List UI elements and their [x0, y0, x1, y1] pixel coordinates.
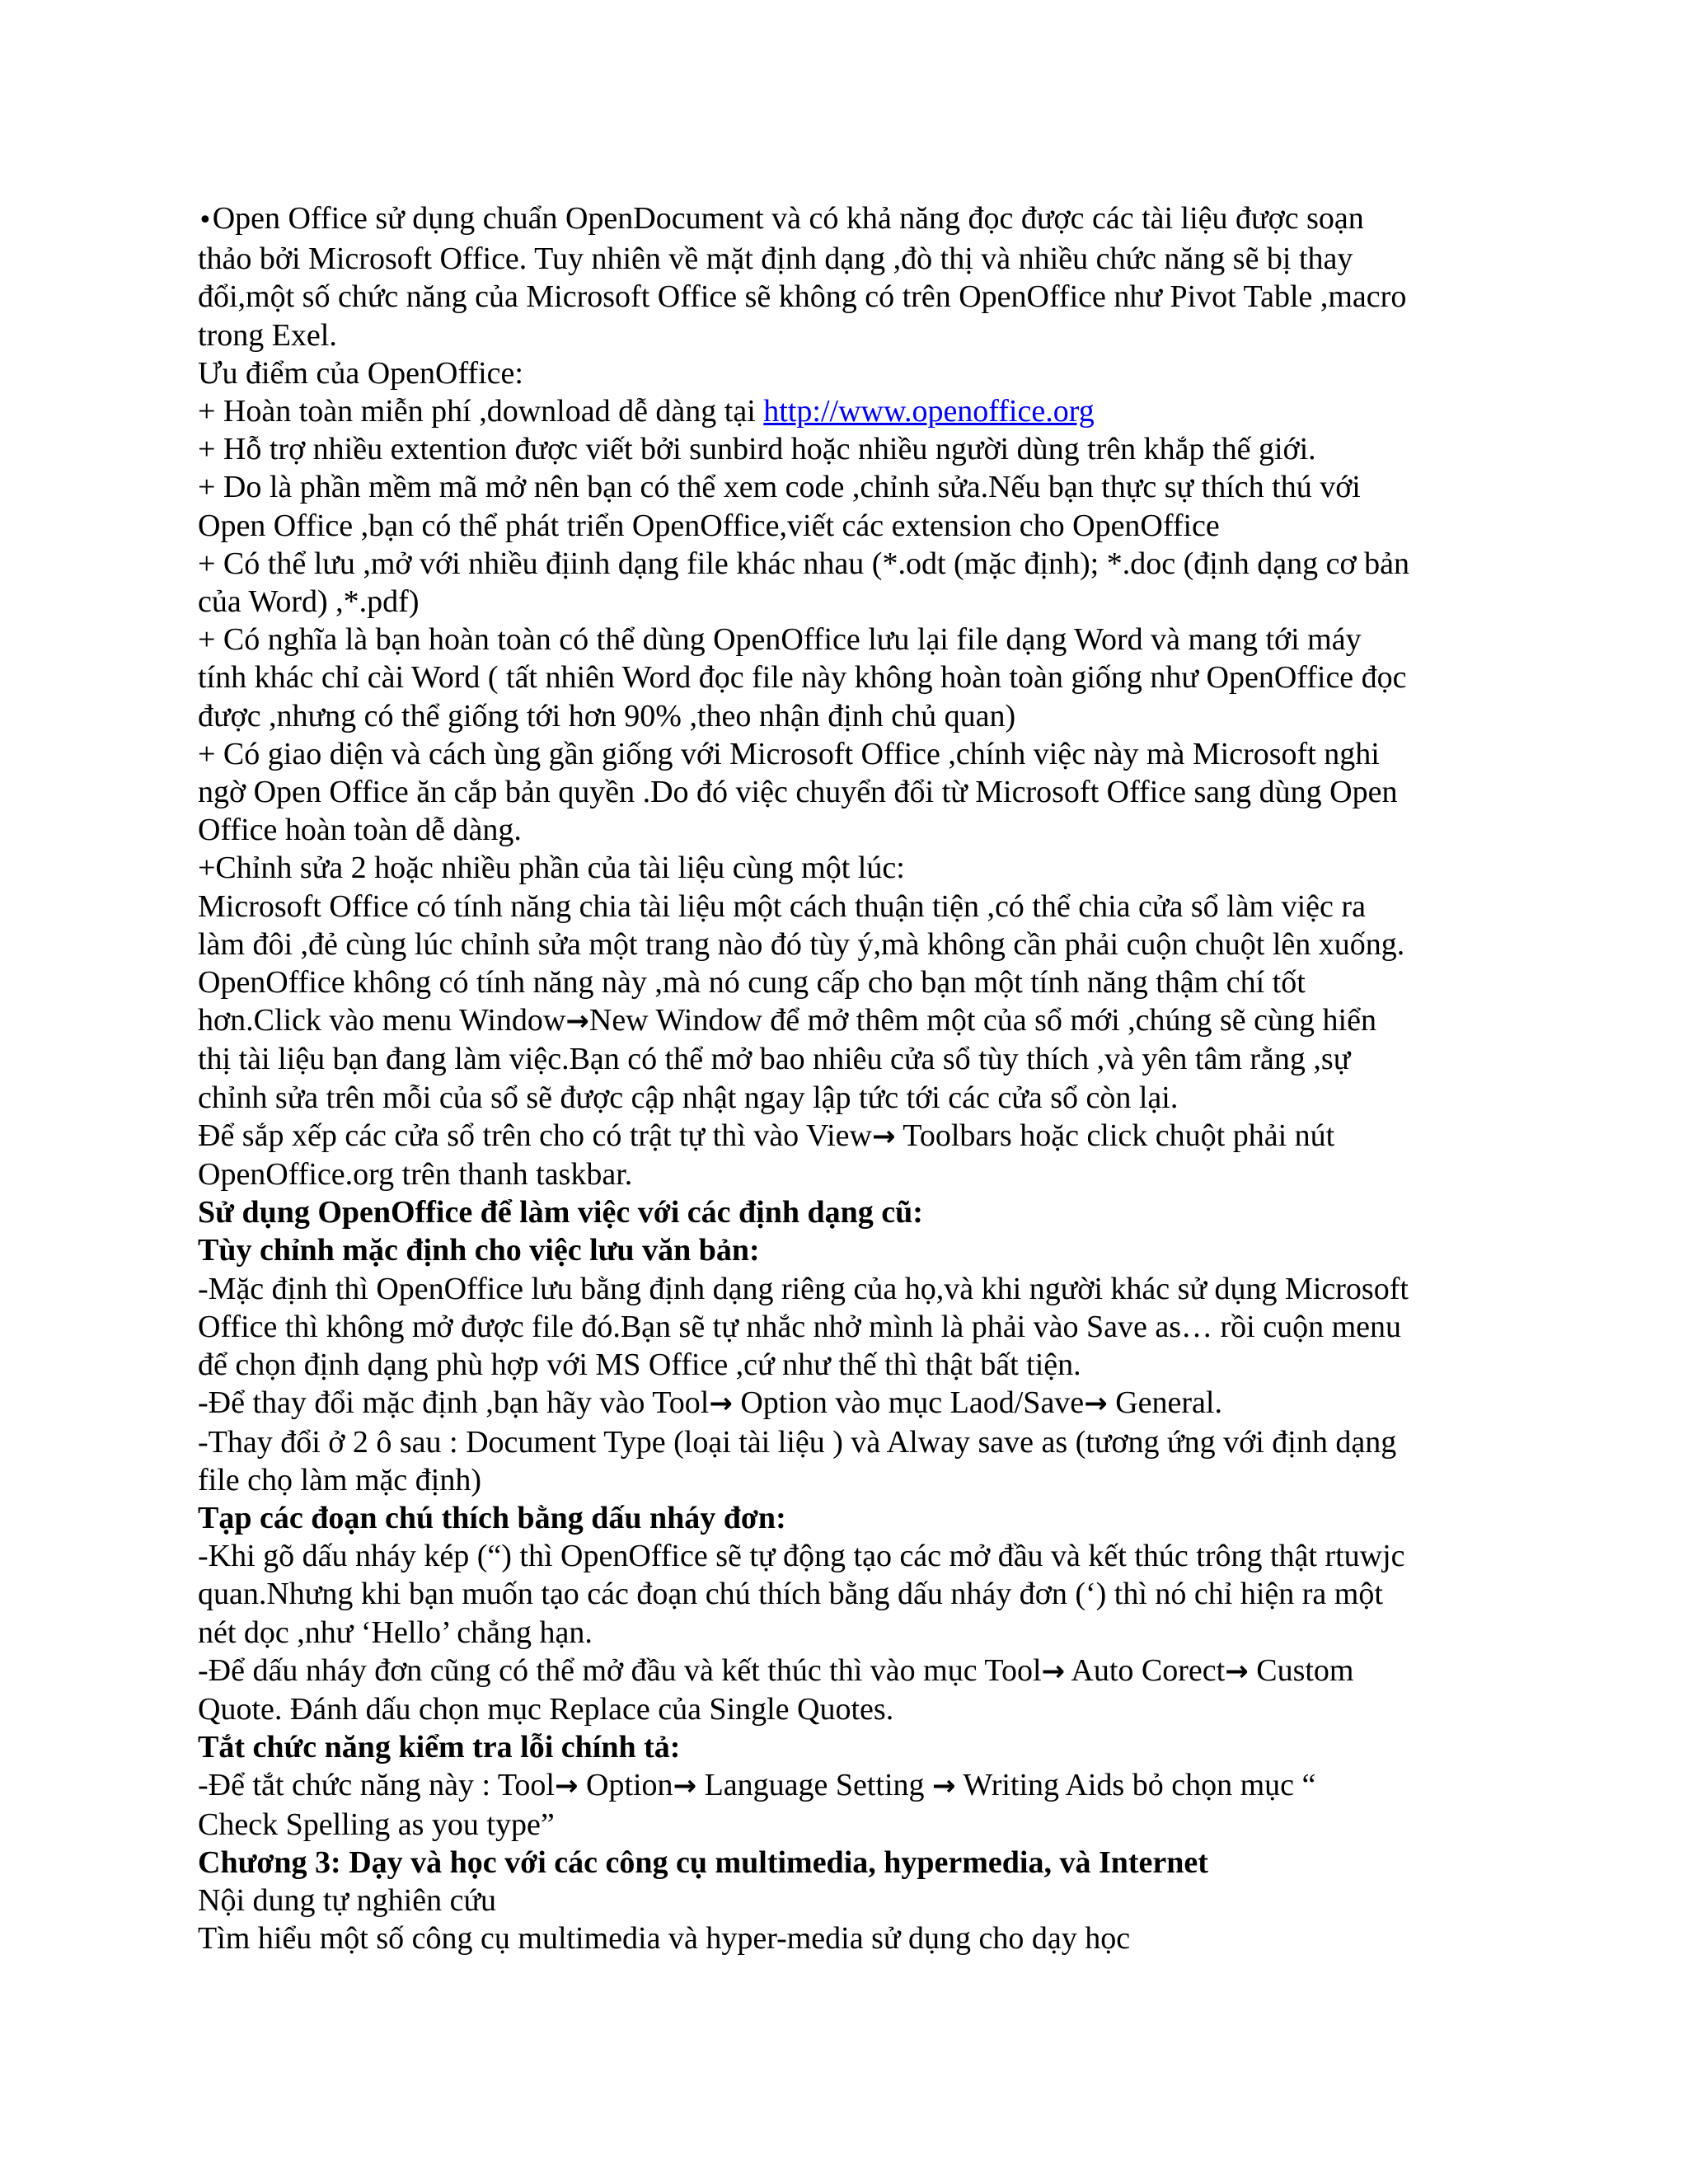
- text-line: [198, 1690, 1484, 1728]
- chapter-heading: [198, 1844, 1484, 1882]
- text-span: Sử dụng OpenOffice để làm việc với các định dạng cũ:: [198, 1195, 923, 1230]
- text-line: [198, 811, 1484, 849]
- text-line: [198, 1155, 1484, 1193]
- section-heading: [198, 1193, 1484, 1231]
- text-line: [198, 1461, 1484, 1499]
- text-line: [198, 1919, 1484, 1957]
- text-line: [198, 468, 1484, 506]
- text-span: + Có nghĩa là bạn hoàn toàn có thể dùng OpenOffice lưu lại file dạng Word và mang tới máy: [198, 622, 1362, 658]
- text-line: [198, 1882, 1484, 1919]
- text-span: Quote. Đánh dấu chọn mục Replace của Single Quotes.: [198, 1691, 894, 1727]
- text-span: trong Exel.: [198, 317, 337, 353]
- text-span: Ưu điểm của OpenOffice:: [198, 355, 523, 391]
- text-span: + Hỗ trợ nhiều extention được viết bởi sunbird hoặc nhiều người dùng trên khắp thế giới.: [198, 432, 1316, 467]
- arrow-right-icon: →: [1225, 1654, 1249, 1688]
- text-span: General.: [1107, 1385, 1222, 1421]
- text-span: Office thì không mở được file đó.Bạn sẽ tự nhắc nhở mình là phải vào Save as… rồi cuộn menu: [198, 1309, 1402, 1344]
- text-span: New Window để mở thêm một của sổ mới ,chúng sẽ cùng hiển: [588, 1003, 1376, 1038]
- section-heading: [198, 1728, 1484, 1766]
- text-span: Option vào mục Laod/Save: [732, 1385, 1085, 1421]
- text-span: để chọn định dạng phù hợp với MS Office ,cứ như thế thì thật bất tiện.: [198, 1347, 1081, 1383]
- text-span: đổi,một số chức năng của Microsoft Office sẽ không có trên OpenOffice như Pivot Table ,macro: [198, 279, 1407, 315]
- text-span: OpenOffice.org trên thanh taskbar.: [198, 1157, 633, 1193]
- text-span: + Do là phần mềm mã mở nên bạn có thể xem code ,chỉnh sửa.Nếu bạn thực sự thích thú với: [198, 470, 1361, 505]
- text-span: + Có thể lưu ,mở với nhiều địinh dạng file khác nhau (*.odt (mặc định); *.doc (định dạng cơ bản: [198, 546, 1409, 581]
- text-line: [198, 963, 1484, 1001]
- text-span: Open Office ,bạn có thể phát triển OpenOffice,viết các extension cho OpenOffice: [198, 508, 1220, 543]
- text-line: [198, 240, 1484, 278]
- text-line: [198, 1117, 1484, 1155]
- text-span: Office hoàn toàn dễ dàng.: [198, 813, 522, 848]
- text-line: [198, 621, 1484, 658]
- text-line: [198, 926, 1484, 963]
- text-span: -Mặc định thì OpenOffice lưu bằng định dạng riêng của họ,và khi người khác sử dụng Microsoft: [198, 1271, 1409, 1306]
- text-span: chỉnh sửa trên mỗi của sổ sẽ được cập nhật ngay lập tức tới các cửa sổ còn lại.: [198, 1080, 1179, 1115]
- text-line: [198, 1001, 1484, 1040]
- text-span: được ,nhưng có thể giống tới hơn 90% ,theo nhận định chủ quan): [198, 698, 1016, 733]
- text-line: [198, 1423, 1484, 1461]
- text-span: -Khi gõ dấu nháy kép (“) thì OpenOffice sẽ tự động tạo các mở đầu và kết thúc trông thật rtuwjc: [198, 1539, 1405, 1574]
- arrow-right-icon: →: [1084, 1387, 1108, 1421]
- text-span: của Word) ,*.pdf): [198, 584, 420, 620]
- text-line: [198, 392, 1484, 430]
- text-span: + Hoàn toàn miễn phí ,download dễ dàng tại: [198, 394, 764, 429]
- text-span: Custom: [1248, 1652, 1354, 1688]
- text-line: [198, 1537, 1484, 1575]
- text-span: Language Setting: [696, 1768, 933, 1803]
- text-line: [198, 849, 1484, 887]
- text-line: [198, 507, 1484, 545]
- text-line: [198, 773, 1484, 811]
- document-page: [198, 199, 1484, 1957]
- text-span: + Có giao diện và cách ùng gần giống với Microsoft Office ,chính việc này mà Microsoft nghi: [198, 736, 1380, 771]
- text-span: làm đôi ,đẻ cùng lúc chỉnh sửa một trang nào đó tùy ý,mà không cần phải cuộn chuột lên xuống.: [198, 926, 1405, 962]
- arrow-right-icon: →: [709, 1387, 733, 1421]
- text-span: Auto Corect: [1065, 1652, 1226, 1688]
- text-span: +Chỉnh sửa 2 hoặc nhiều phần của tài liệu cùng một lúc:: [198, 851, 905, 886]
- bullet-icon: •: [198, 206, 213, 235]
- text-line: [198, 1652, 1484, 1690]
- text-line: [198, 545, 1484, 583]
- text-line: [198, 1766, 1484, 1805]
- text-span: Tắt chức năng kiểm tra lỗi chính tả:: [198, 1730, 681, 1765]
- text-line: [198, 1806, 1484, 1844]
- text-span: Option: [578, 1768, 673, 1803]
- text-span: Check Spelling as you type”: [198, 1807, 555, 1842]
- text-span: Chương 3: Dạy và học với các công cụ multimedia, hypermedia, và Internet: [198, 1844, 1208, 1880]
- text-span: Open Office sử dụng chuẩn OpenDocument và có khả năng đọc được các tài liệu được soạn: [212, 201, 1364, 236]
- text-span: -Để tắt chức năng này : Tool: [198, 1768, 555, 1803]
- text-line: [198, 1079, 1484, 1117]
- text-line: [198, 888, 1484, 926]
- arrow-right-icon: →: [555, 1769, 579, 1803]
- text-line: [198, 1614, 1484, 1652]
- text-line: [198, 354, 1484, 392]
- arrow-right-icon: →: [871, 1119, 896, 1153]
- text-span: ngờ Open Office ăn cắp bản quyền .Do đó việc chuyển đổi từ Microsoft Office sang dùng Open: [198, 775, 1398, 810]
- text-line: [198, 735, 1484, 773]
- text-line: [198, 278, 1484, 316]
- openoffice-link[interactable]: http://www.openoffice.org: [763, 394, 1095, 429]
- text-line: [198, 199, 1484, 240]
- text-span: file chọ làm mặc định): [198, 1462, 481, 1497]
- text-line: [198, 1575, 1484, 1613]
- text-line: [198, 697, 1484, 735]
- text-line: [198, 1270, 1484, 1308]
- section-heading: [198, 1231, 1484, 1269]
- text-line: [198, 658, 1484, 696]
- text-span: Tạp các đoạn chú thích bằng dấu nháy đơn:: [198, 1500, 786, 1535]
- section-heading: [198, 1499, 1484, 1537]
- text-span: Writing Aids bỏ chọn mục “: [955, 1768, 1316, 1803]
- text-line: [198, 1040, 1484, 1078]
- text-line: [198, 1308, 1484, 1346]
- text-span: hơn.Click vào menu Window: [198, 1003, 566, 1038]
- text-span: -Để thay đổi mặc định ,bạn hãy vào Tool: [198, 1385, 710, 1421]
- arrow-right-icon: →: [1041, 1654, 1066, 1688]
- text-span: -Để dấu nháy đơn cũng có thể mở đầu và kết thúc thì vào mục Tool: [198, 1652, 1042, 1688]
- text-line: [198, 1384, 1484, 1422]
- arrow-right-icon: →: [932, 1769, 956, 1803]
- text-span: Nội dung tự nghiên cứu: [198, 1882, 497, 1918]
- text-span: Tìm hiểu một số công cụ multimedia và hyper-media sử dụng cho dạy học: [198, 1921, 1131, 1957]
- text-span: thảo bởi Microsoft Office. Tuy nhiên về mặt định dạng ,đò thị và nhiều chức năng sẽ bị thay: [198, 241, 1353, 277]
- text-span: Để sắp xếp các cửa sổ trên cho có trật tự thì vào View: [198, 1118, 872, 1153]
- text-line: [198, 430, 1484, 468]
- text-line: [198, 583, 1484, 621]
- arrow-right-icon: →: [565, 1005, 589, 1038]
- text-span: nét dọc ,như ‘Hello’ chẳng hạn.: [198, 1615, 593, 1650]
- text-span: quan.Nhưng khi bạn muốn tạo các đoạn chú thích bằng dấu nháy đơn (‘) thì nó chỉ hiện ra một: [198, 1577, 1383, 1612]
- text-span: Toolbars hoặc click chuột phải nút: [895, 1118, 1335, 1153]
- text-span: -Thay đổi ở 2 ô sau : Document Type (loại tài liệu ) và Alway save as (tương ứng với định dạng: [198, 1424, 1397, 1460]
- text-span: OpenOffice không có tính năng này ,mà nó cung cấp cho bạn một tính năng thậm chí tốt: [198, 965, 1306, 1001]
- text-span: thị tài liệu bạn đang làm việc.Bạn có thể mở bao nhiêu cửa sổ tùy thích ,và yên tâm rằng ,sự: [198, 1042, 1351, 1077]
- text-line: [198, 316, 1484, 354]
- text-span: Tùy chỉnh mặc định cho việc lưu văn bản:: [198, 1233, 760, 1268]
- text-span: Microsoft Office có tính năng chia tài liệu một cách thuận tiện ,có thể chia cửa sổ làm việc ra: [198, 888, 1366, 924]
- text-line: [198, 1346, 1484, 1384]
- text-span: tính khác chỉ cài Word ( tất nhiên Word đọc file này không hoàn toàn giống như OpenOffice đọc: [198, 660, 1407, 696]
- arrow-right-icon: →: [673, 1769, 697, 1803]
